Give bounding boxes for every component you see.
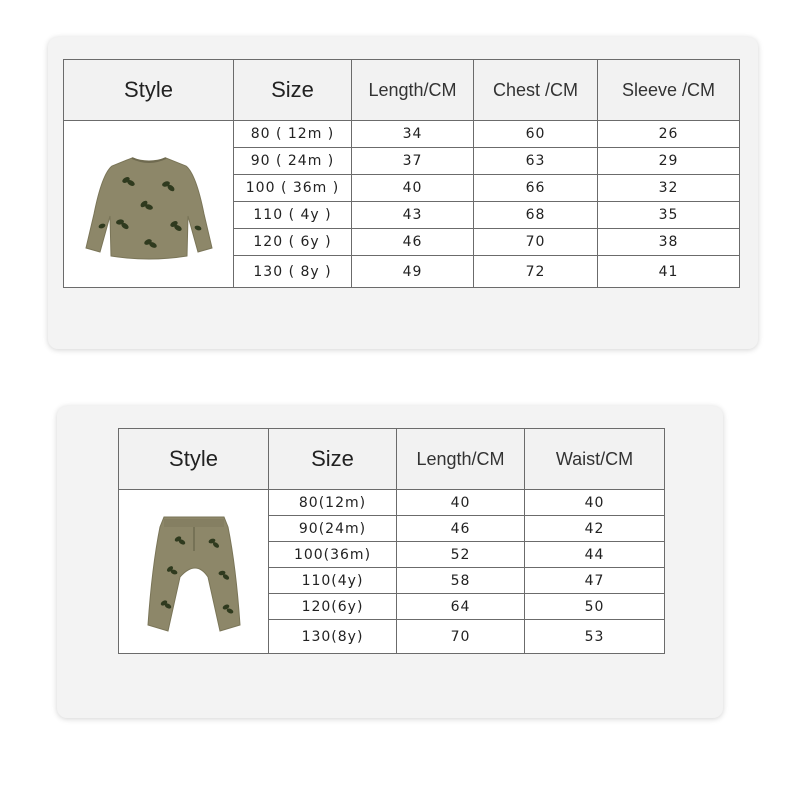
size-cell: 90 ( 24m ) [234, 148, 352, 175]
size-cell: 100(36m) [269, 542, 397, 568]
waist-cell: 40 [525, 490, 665, 516]
size-cell: 110 ( 4y ) [234, 202, 352, 229]
sleeve-cell: 26 [598, 121, 740, 148]
long-sleeve-shirt-icon [74, 144, 224, 264]
table-row [119, 490, 665, 516]
waist-cell: 42 [525, 516, 665, 542]
size-cell: 100 ( 36m ) [234, 175, 352, 202]
length-cell: 52 [397, 542, 525, 568]
size-cell: 120 ( 6y ) [234, 229, 352, 256]
size-cell: 110(4y) [269, 568, 397, 594]
table-header-row [119, 429, 665, 490]
header-chest: Chest /CM [474, 60, 598, 121]
header-size: Size [234, 60, 352, 121]
header-length: Length/CM [397, 429, 525, 490]
header-style: Style [64, 60, 234, 121]
length-cell: 37 [352, 148, 474, 175]
length-cell: 70 [397, 620, 525, 654]
waist-cell: 50 [525, 594, 665, 620]
size-cell: 90(24m) [269, 516, 397, 542]
waist-cell: 44 [525, 542, 665, 568]
chest-cell: 66 [474, 175, 598, 202]
header-style: Style [119, 429, 269, 490]
length-cell: 43 [352, 202, 474, 229]
sleeve-cell: 38 [598, 229, 740, 256]
size-cell: 80 ( 12m ) [234, 121, 352, 148]
size-cell: 80(12m) [269, 490, 397, 516]
length-cell: 40 [397, 490, 525, 516]
length-cell: 46 [352, 229, 474, 256]
sleeve-cell: 41 [598, 256, 740, 288]
size-cell: 120(6y) [269, 594, 397, 620]
length-cell: 46 [397, 516, 525, 542]
header-sleeve: Sleeve /CM [598, 60, 740, 121]
style-image-cell [64, 121, 234, 288]
chest-cell: 70 [474, 229, 598, 256]
chest-cell: 60 [474, 121, 598, 148]
pants-icon [134, 507, 254, 637]
header-length: Length/CM [352, 60, 474, 121]
table-row [64, 121, 740, 148]
style-image-cell [119, 490, 269, 654]
waist-cell: 53 [525, 620, 665, 654]
sleeve-cell: 32 [598, 175, 740, 202]
header-size: Size [269, 429, 397, 490]
size-cell: 130 ( 8y ) [234, 256, 352, 288]
size-cell: 130(8y) [269, 620, 397, 654]
shirt-size-table [63, 59, 740, 288]
sleeve-cell: 29 [598, 148, 740, 175]
length-cell: 49 [352, 256, 474, 288]
chest-cell: 68 [474, 202, 598, 229]
table-header-row [64, 60, 740, 121]
length-cell: 64 [397, 594, 525, 620]
waist-cell: 47 [525, 568, 665, 594]
pants-size-table [118, 428, 665, 654]
header-waist: Waist/CM [525, 429, 665, 490]
sleeve-cell: 35 [598, 202, 740, 229]
chest-cell: 72 [474, 256, 598, 288]
length-cell: 40 [352, 175, 474, 202]
length-cell: 34 [352, 121, 474, 148]
chest-cell: 63 [474, 148, 598, 175]
length-cell: 58 [397, 568, 525, 594]
